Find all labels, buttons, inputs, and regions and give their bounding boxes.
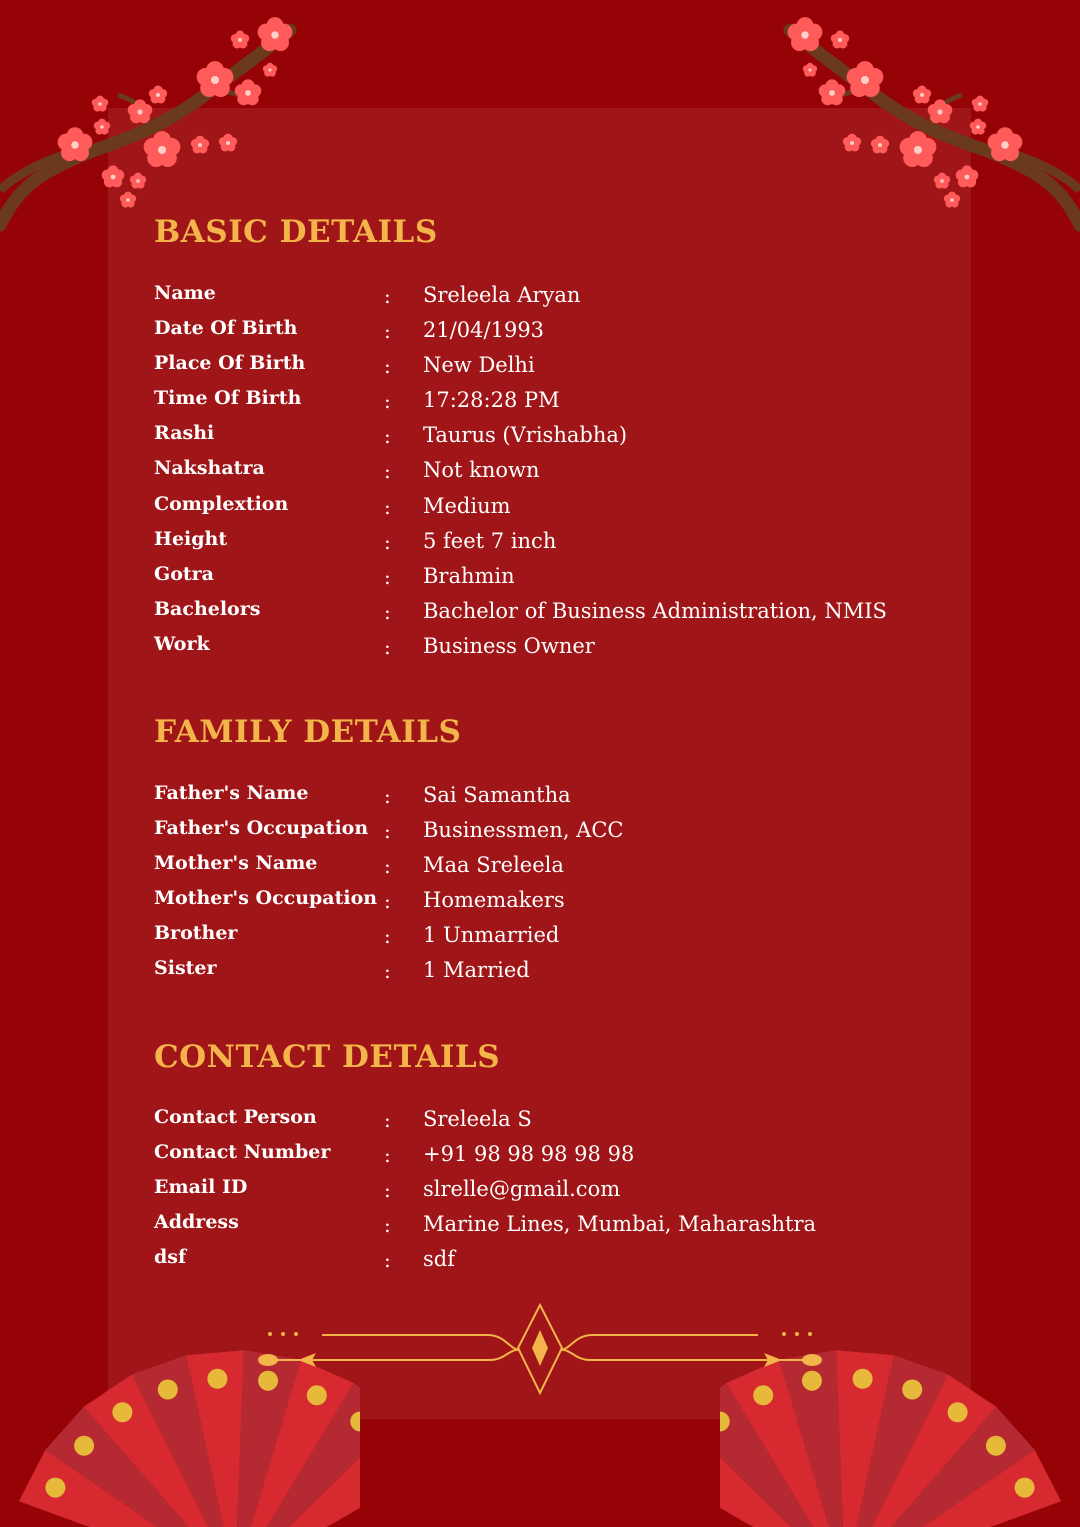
detail-row	[154, 282, 944, 317]
contact-details-heading: CONTACT DETAILS	[154, 1039, 501, 1075]
detail-row	[154, 493, 944, 528]
detail-label: Bachelors	[154, 597, 261, 620]
detail-value: Maa Sreleela	[423, 853, 564, 878]
detail-separator: :	[384, 1108, 391, 1132]
detail-separator: :	[384, 854, 391, 879]
detail-value: 1 Married	[423, 958, 530, 983]
detail-separator: :	[384, 389, 391, 414]
detail-separator: :	[384, 599, 391, 624]
detail-separator: :	[384, 354, 391, 379]
detail-value: Not known	[423, 458, 540, 483]
detail-row	[154, 817, 944, 852]
detail-separator: :	[384, 634, 391, 659]
detail-value: Homemakers	[423, 888, 565, 913]
detail-row	[154, 633, 944, 668]
detail-separator: :	[384, 1213, 391, 1238]
detail-value: Sai Samantha	[423, 783, 571, 807]
detail-row	[154, 1246, 944, 1281]
detail-value: Marine Lines, Mumbai, Maharashtra	[423, 1212, 817, 1237]
detail-value: sdf	[423, 1247, 455, 1272]
detail-label: Contact Number	[154, 1141, 331, 1164]
detail-value: slrelle@gmail.com	[423, 1177, 621, 1202]
detail-separator: :	[384, 924, 391, 949]
detail-row	[154, 528, 944, 563]
detail-value: 1 Unmarried	[423, 923, 560, 948]
detail-value: Taurus (Vrishabha)	[423, 423, 628, 448]
cherry-blossom-branch-icon	[770, 0, 1080, 240]
arrow-divider-ornament-icon	[250, 1300, 830, 1400]
detail-separator: :	[384, 819, 391, 844]
detail-row	[154, 1141, 944, 1176]
detail-value: 21/04/1993	[423, 318, 545, 343]
detail-value: Sreleela Aryan	[423, 283, 581, 307]
detail-label: Nakshatra	[154, 457, 265, 480]
detail-label: Address	[154, 1211, 239, 1234]
detail-separator: :	[384, 459, 391, 484]
detail-separator: :	[384, 784, 391, 808]
detail-label: Brother	[154, 922, 238, 945]
contact-details-list	[154, 1106, 944, 1281]
detail-separator: :	[384, 319, 391, 344]
detail-value: Medium	[423, 493, 511, 518]
detail-separator: :	[384, 1178, 391, 1203]
detail-value: Brahmin	[423, 563, 515, 588]
cherry-blossom-branch-icon	[0, 0, 310, 240]
detail-value: Bachelor of Business Administration, NMIS	[423, 598, 887, 623]
detail-value: 17:28:28 PM	[423, 388, 560, 413]
detail-label: Rashi	[154, 422, 215, 445]
detail-separator: :	[384, 284, 391, 308]
detail-separator: :	[384, 424, 391, 449]
detail-separator: :	[384, 889, 391, 914]
detail-label: Mother's Occupation	[154, 887, 378, 910]
detail-row	[154, 387, 944, 422]
detail-label: Date Of Birth	[154, 317, 298, 340]
detail-value: Business Owner	[423, 633, 595, 658]
detail-label: Complextion	[154, 492, 289, 515]
detail-row	[154, 1106, 944, 1141]
detail-row	[154, 563, 944, 598]
basic-details-list	[154, 282, 944, 668]
detail-value: Businessmen, ACC	[423, 818, 624, 843]
detail-label: Email ID	[154, 1176, 248, 1199]
detail-label: dsf	[154, 1246, 187, 1269]
detail-label: Name	[154, 282, 216, 304]
detail-value: 5 feet 7 inch	[423, 528, 557, 553]
detail-separator: :	[384, 1248, 391, 1273]
detail-row	[154, 852, 944, 887]
detail-row	[154, 352, 944, 387]
basic-details-heading: BASIC DETAILS	[154, 214, 438, 250]
detail-row	[154, 1176, 944, 1211]
detail-row	[154, 782, 944, 817]
detail-row	[154, 457, 944, 492]
family-details-heading: FAMILY DETAILS	[154, 714, 462, 750]
detail-row	[154, 317, 944, 352]
detail-separator: :	[384, 529, 391, 554]
detail-separator: :	[384, 494, 391, 519]
detail-label: Place Of Birth	[154, 352, 306, 375]
detail-label: Gotra	[154, 562, 214, 585]
detail-label: Father's Name	[154, 782, 309, 804]
detail-row	[154, 422, 944, 457]
detail-value: New Delhi	[423, 353, 535, 378]
detail-value: +91 98 98 98 98 98	[423, 1142, 635, 1167]
detail-value: Sreleela S	[423, 1107, 532, 1131]
family-details-list	[154, 782, 944, 993]
detail-label: Time Of Birth	[154, 387, 302, 410]
detail-label: Mother's Name	[154, 852, 318, 875]
detail-separator: :	[384, 959, 391, 984]
detail-row	[154, 922, 944, 957]
detail-label: Father's Occupation	[154, 817, 369, 840]
detail-label: Height	[154, 527, 228, 550]
detail-row	[154, 887, 944, 922]
detail-label: Sister	[154, 957, 217, 980]
detail-separator: :	[384, 564, 391, 589]
detail-label: Work	[154, 632, 210, 655]
detail-label: Contact Person	[154, 1106, 317, 1128]
detail-row	[154, 598, 944, 633]
detail-row	[154, 957, 944, 992]
detail-separator: :	[384, 1143, 391, 1168]
detail-row	[154, 1211, 944, 1246]
